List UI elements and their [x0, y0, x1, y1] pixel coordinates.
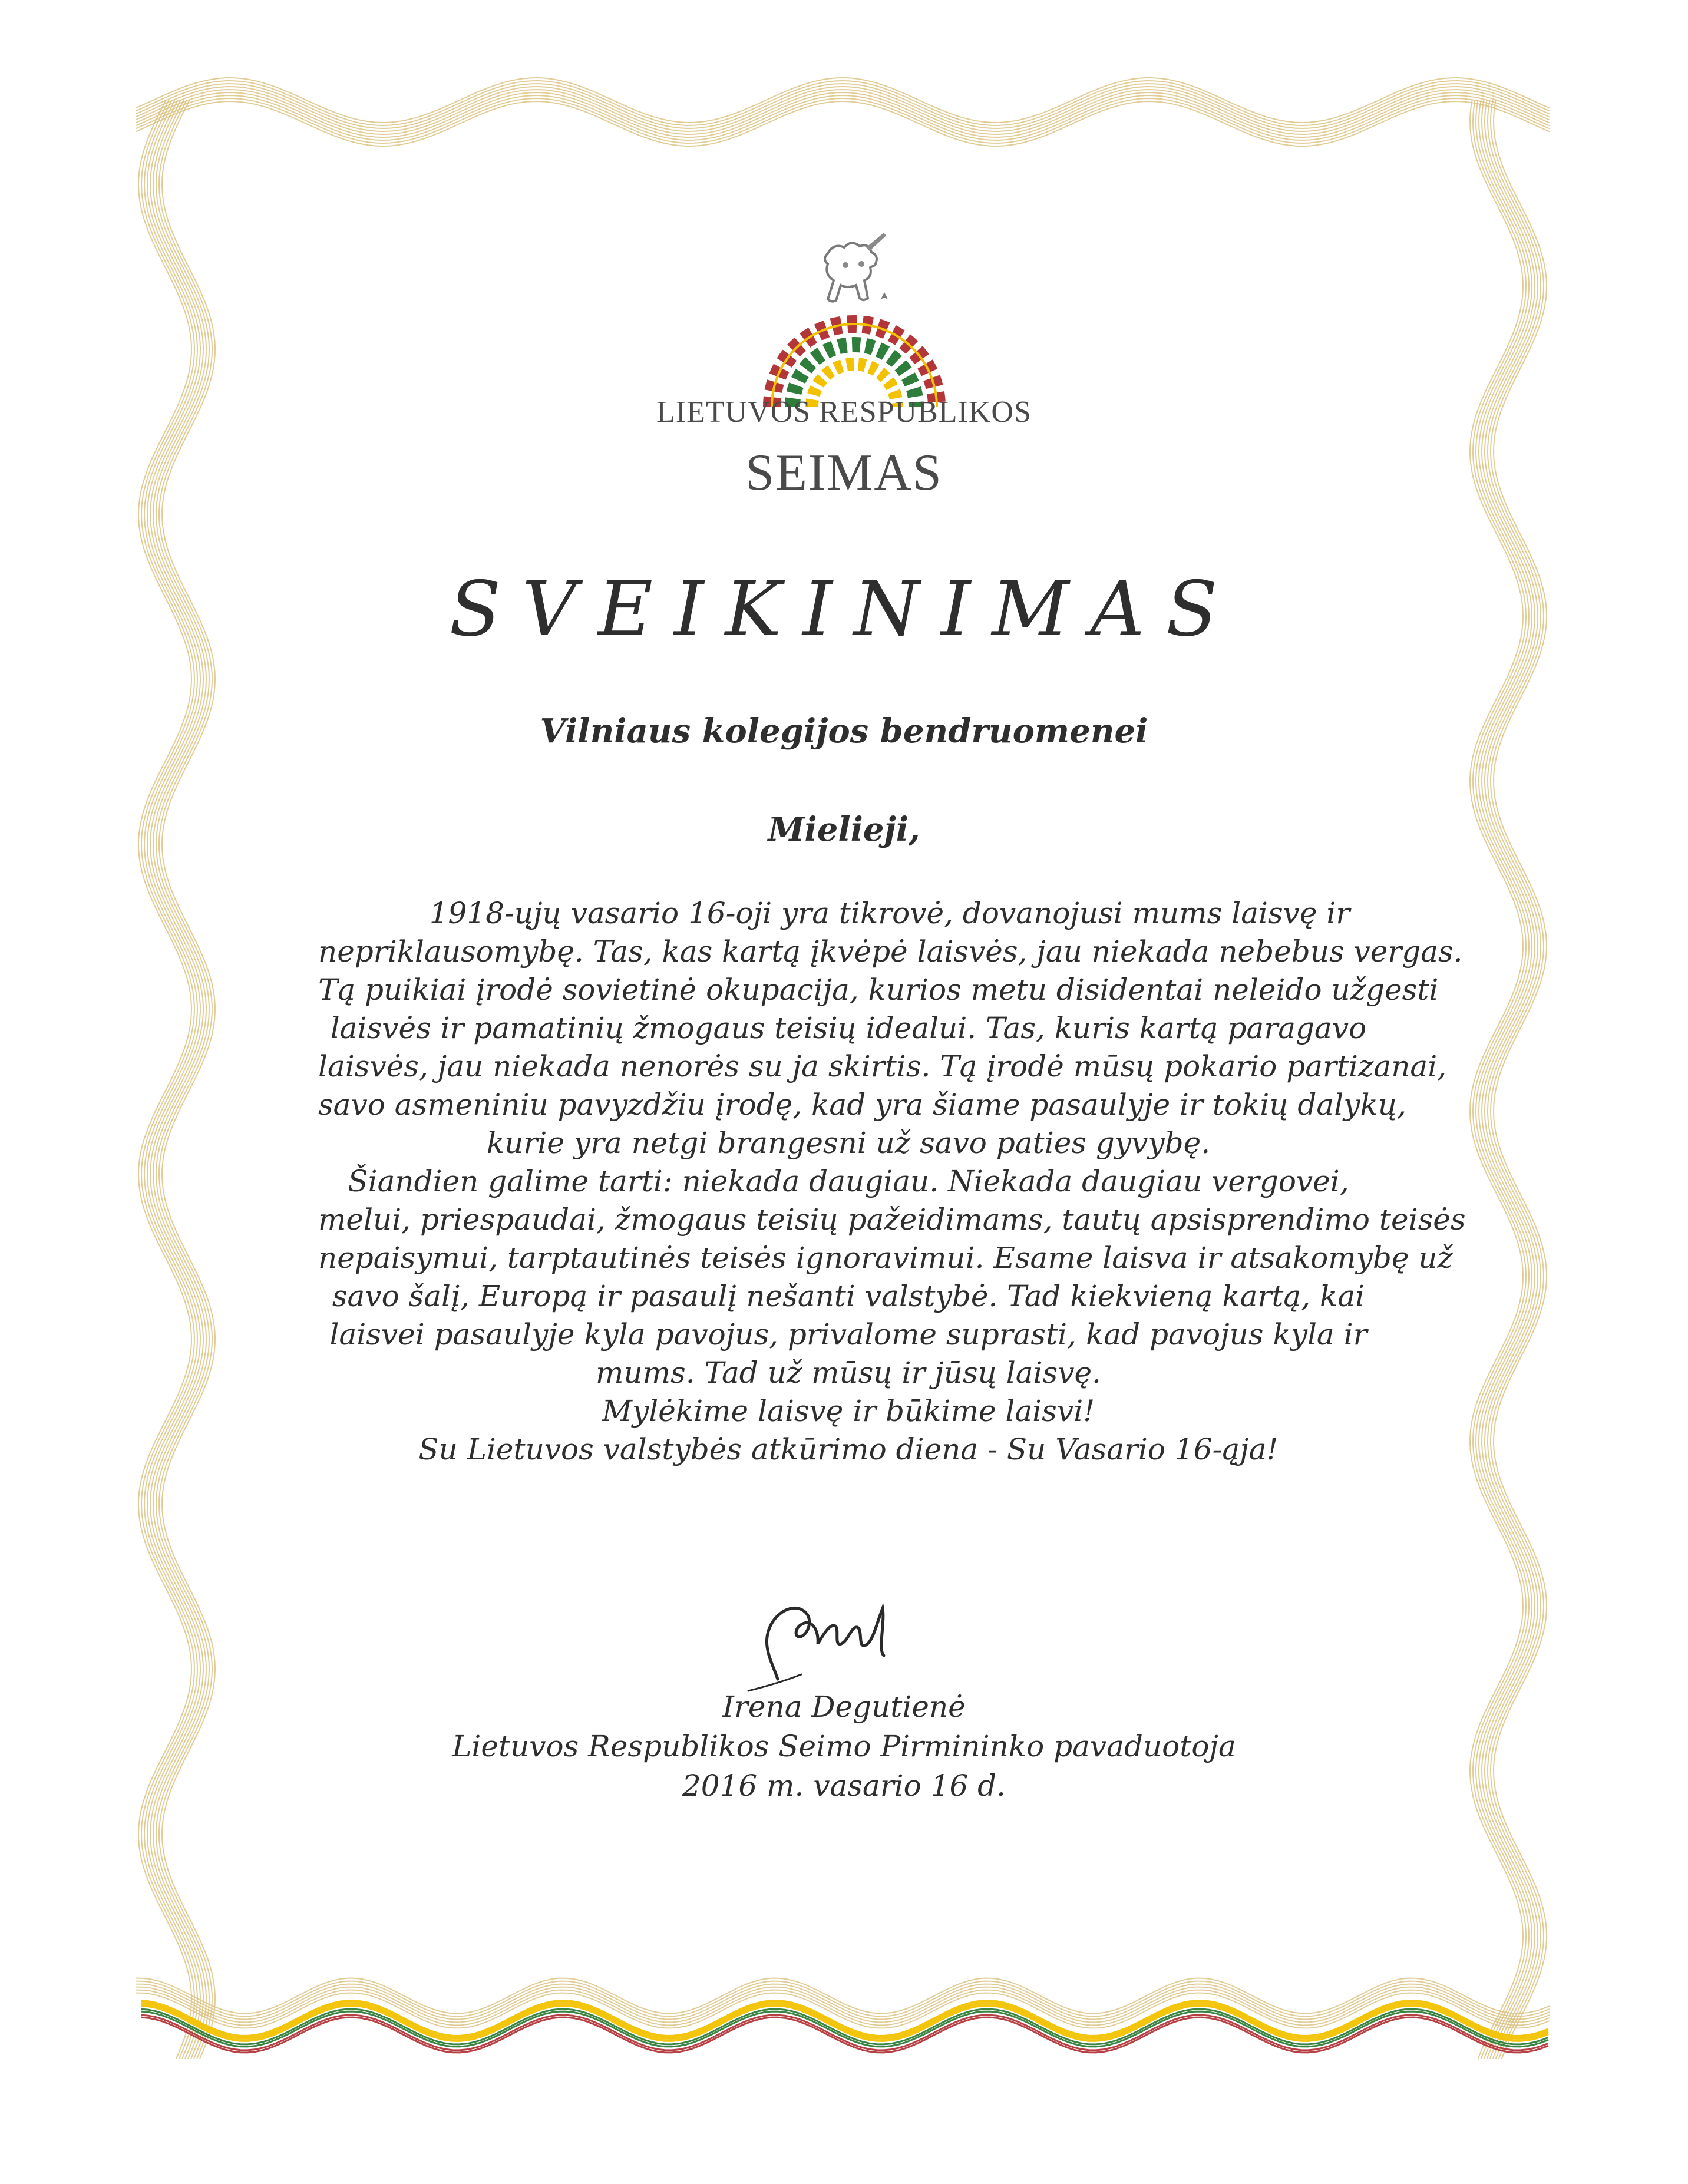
frame-line — [136, 95, 1550, 140]
org-name-line2: SEIMAS — [745, 444, 943, 501]
frame-line — [136, 1993, 1550, 2028]
frame-line — [136, 78, 1550, 123]
signer-role: Lietuvos Respublikos Seimo Pirmininko pavaduotoja — [452, 1729, 1236, 1763]
body-line: kurie yra netgi brangesni už savo paties gyvybę. — [486, 1126, 1211, 1160]
body-line: laisvei pasaulyje kyla pavojus, privalome suprasti, kad pavojus kyla ir — [329, 1317, 1367, 1352]
page-title: SVEIKINIMAS — [449, 566, 1239, 653]
handwritten-signature — [736, 1591, 931, 1697]
frame-line — [136, 90, 1550, 134]
org-name-line1: LIETUVOS RESPUBLIKOS — [656, 395, 1032, 429]
signature-date: 2016 m. vasario 16 d. — [682, 1769, 1006, 1803]
body-line: melui, priespaudai, žmogaus teisių pažeidimams, tautų apsisprendimo teisės — [318, 1202, 1466, 1237]
frame-line — [136, 101, 1550, 146]
frame-line — [136, 81, 1550, 125]
letter-body — [318, 894, 1466, 1469]
addressee: Vilniaus kolegijos bendruomenei — [540, 712, 1148, 751]
frame-line — [136, 1990, 1550, 2026]
frame-line — [136, 92, 1550, 137]
body-line: laisvės ir pamatinių žmogaus teisių idealui. Tas, kuris kartą paragavo — [330, 1011, 1367, 1045]
body-line: Šiandien galime tarti: niekada daugiau. Niekada daugiau vergovei, — [348, 1164, 1349, 1198]
vytis-emblem-icon — [825, 233, 888, 302]
signer-name: Irena Degutienė — [722, 1690, 966, 1724]
body-line: Mylėkime laisvę ir būkime laisvi! — [602, 1394, 1095, 1428]
body-line: mums. Tad už mūsų ir jūsų laisvę. — [596, 1356, 1101, 1390]
body-line: savo asmeniniu pavyzdžiu įrodę, kad yra šiame pasaulyje ir tokių dalykų, — [318, 1088, 1406, 1122]
body-line: nepaisymui, tarptautinės teisės ignoravimui. Esame laisva ir atsakomybę už — [318, 1241, 1453, 1275]
body-line: Su Lietuvos valstybės atkūrimo diena - Su Vasario 16-ąja! — [418, 1432, 1279, 1466]
body-line: savo šalį, Europą ir pasaulį nešanti valstybė. Tad kiekvieną kartą, kai — [332, 1279, 1365, 1313]
body-line: nepriklausomybę. Tas, kas kartą įkvėpė laisvės, jau niekada nebebus vergas. — [318, 934, 1463, 969]
body-line: laisvės, jau niekada nenorės su ja skirtis. Tą įrodė mūsų pokario partizanai, — [318, 1049, 1447, 1083]
frame-line — [136, 84, 1550, 128]
body-line: Tą puikiai įrodė sovietinė okupacija, kurios metu disidentai neleido užgesti — [318, 973, 1439, 1007]
frame-line — [136, 87, 1550, 131]
frame-line — [136, 98, 1550, 143]
frame-line — [136, 1978, 1550, 2014]
tricolour-arcs — [772, 324, 937, 407]
body-line: 1918-ųjų vasario 16-oji yra tikrovė, dovanojusi mums laisvę ir — [429, 896, 1350, 930]
salutation: Mielieji, — [768, 810, 920, 849]
